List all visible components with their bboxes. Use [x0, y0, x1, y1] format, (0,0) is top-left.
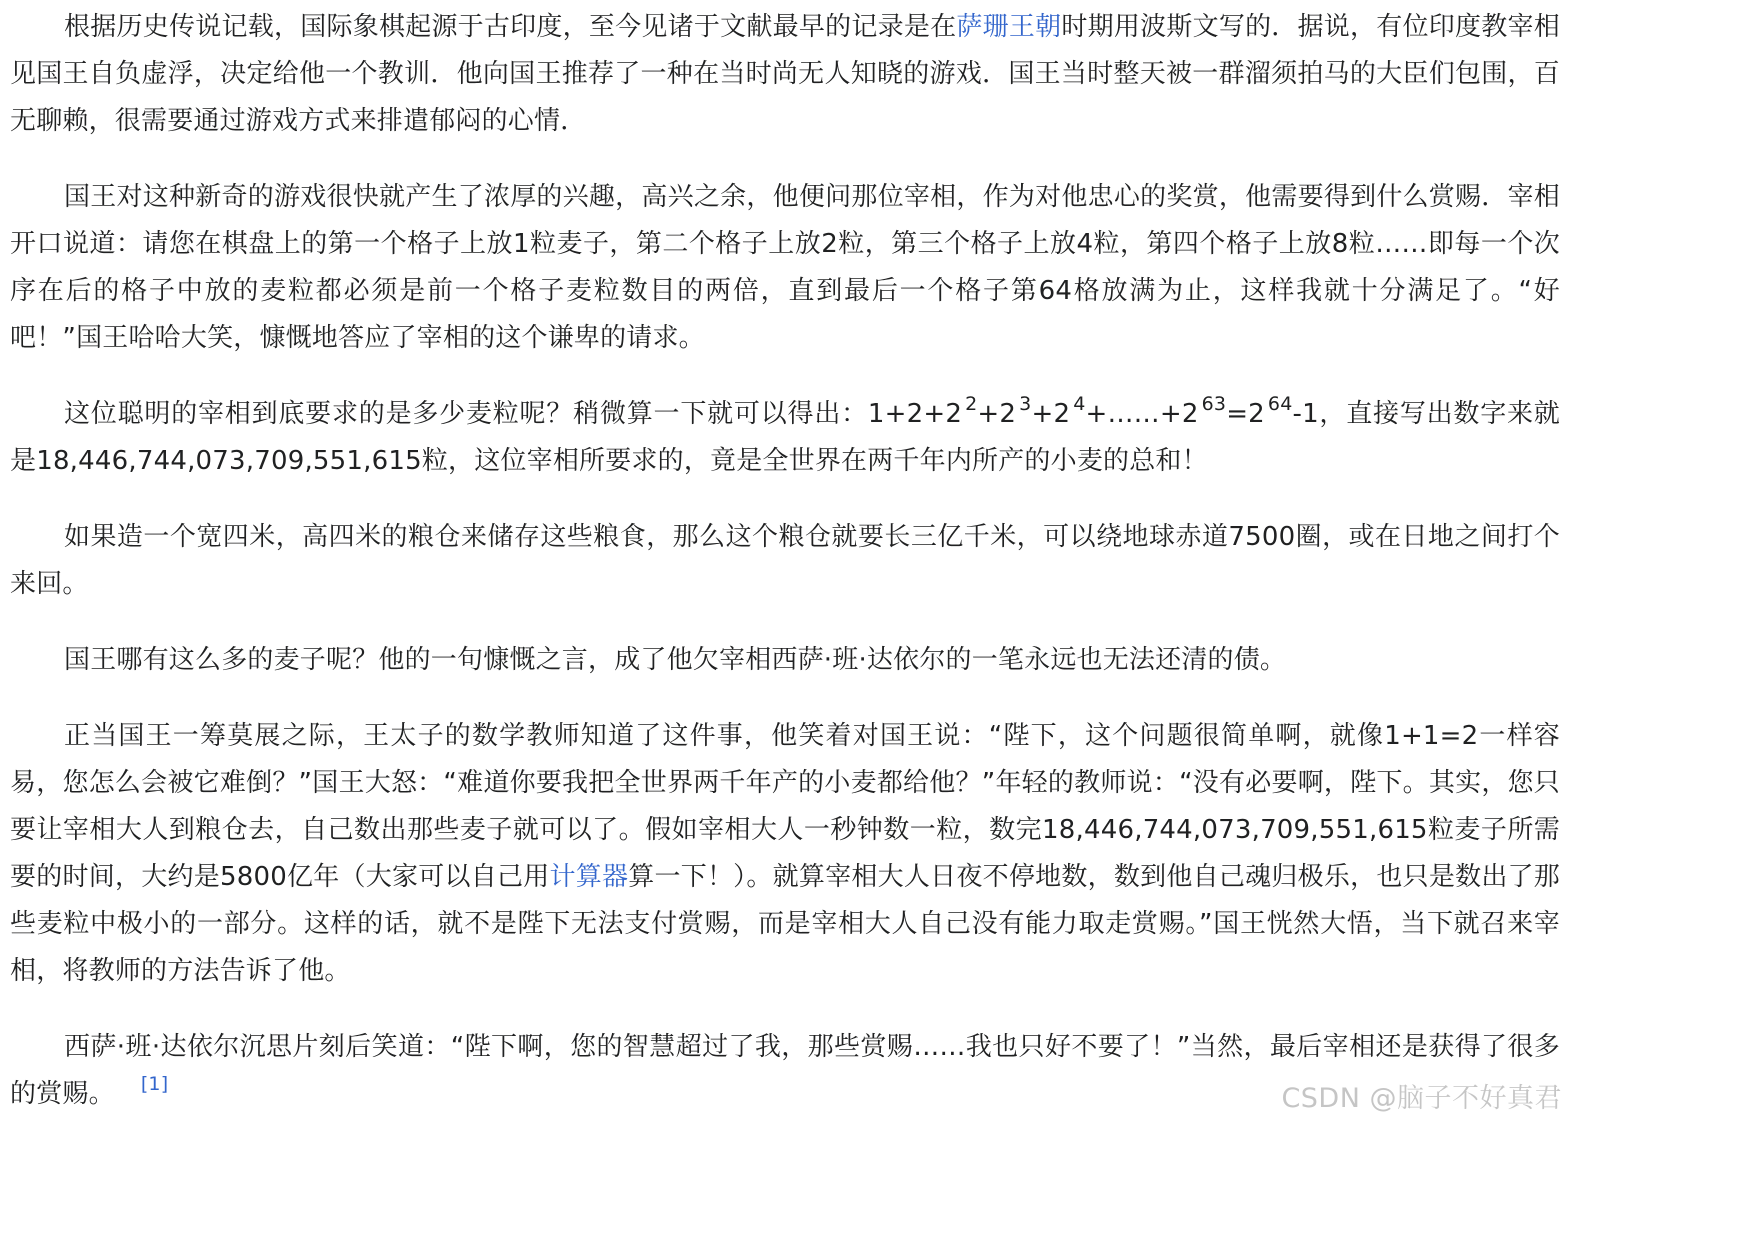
link-sassanid-dynasty[interactable]: 萨珊王朝 [956, 12, 1062, 42]
formula-text: =2 [1226, 399, 1265, 429]
paragraph-teacher [10, 713, 1560, 995]
paragraph-debt [10, 637, 1560, 684]
formula-text: +2 [1031, 399, 1071, 429]
paragraph-calculation [10, 391, 1560, 485]
paragraph-text: 国王哪有这么多的麦子呢？他的一句慷慨之言，成了他欠宰相西萨·班·达依尔的一笔永远也无法还清的债。 [64, 645, 1287, 675]
paragraph-origin [10, 4, 1560, 145]
paragraph-granary [10, 514, 1560, 608]
reference-superscript [141, 1073, 169, 1095]
paragraph-text: 国王对这种新奇的游戏很快就产生了浓厚的兴趣，高兴之余，他便问那位宰相，作为对他忠心的奖赏，他需要得到什么赏赐．宰相开口说道：请您在棋盘上的第一个格子上放1粒麦子，第二个格子上放2粒，第三个格子上放4粒，第四个格子上放8粒……即每一个次序在后的格子中放的麦粒都必须是前一个格子麦粒数目的两倍，直到最后一个格子第64格放满为止，这样我就十分满足了。“好吧！”国王哈哈大笑，慷慨地答应了宰相的这个谦卑的请求。 [10, 182, 1560, 353]
paragraph-reward-request [10, 174, 1560, 362]
paragraph-text: 算一下！）。就算宰相大人日夜不停地数，数到他自己魂归极乐，也只是数出了那些麦粒中极小的一部分。这样的话，就不是陛下无法支付赏赐，而是宰相大人自己没有能力取走赏赐。”国王恍然大悟，当下就召来宰相，将教师的方法告诉了他。 [10, 862, 1561, 986]
paragraph-text: 根据历史传说记载，国际象棋起源于古印度，至今见诸于文献最早的记录是在 [64, 12, 957, 42]
exponent: 63 [1201, 393, 1227, 416]
csdn-watermark: CSDN @脑子不好真君 [1281, 1083, 1562, 1114]
reference-link[interactable]: [1] [140, 1073, 169, 1096]
paragraph-text: 时期用波斯文写的．据说，有位印度教宰相见国王自负虚浮，决定给他一个教训．他向国王推荐了一种在当时尚无人知晓的游戏．国王当时整天被一群溜须拍马的大臣们包围，百无聊赖，很需要通过游戏方式来排遣郁闷的心情． [10, 12, 1560, 136]
exponent: 3 [1019, 393, 1032, 416]
exponent: 4 [1073, 393, 1086, 416]
formula-text: +2 [977, 399, 1017, 429]
paragraph-ending [10, 1024, 1560, 1118]
paragraph-text: -1，直接写出数字来就是18,446,744,073,709,551,615粒，这位宰相所要求的，竟是全世界在两千年内所产的小麦的总和！ [10, 399, 1561, 476]
paragraph-text: 正当国王一筹莫展之际，王太子的数学教师知道了这件事，他笑着对国王说：“陛下，这个问题很简单啊，就像1+1=2一样容易，您怎么会被它难倒？”国王大怒：“难道你要我把全世界两千年产的小麦都给他？”年轻的教师说：“没有必要啊，陛下。其实，您只要让宰相大人到粮仓去，自己数出那些麦子就可以了。假如宰相大人一秒钟数一粒，数完18,446,744,073,709,551,615粒麦子所需要的时间，大约是5800亿年（大家可以自己用 [10, 721, 1560, 892]
paragraph-text: 西萨·班·达依尔沉思片刻后笑道：“陛下啊，您的智慧超过了我，那些赏赐……我也只好不要了！”当然，最后宰相还是获得了很多的赏赐。 [10, 1032, 1560, 1109]
exponent: 64 [1267, 393, 1293, 416]
formula-text: 这位聪明的宰相到底要求的是多少麦粒呢？稍微算一下就可以得出：1+2+2 [64, 399, 963, 429]
link-calculator[interactable]: 计算器 [549, 862, 629, 892]
paragraph-text: 如果造一个宽四米，高四米的粮仓来储存这些粮食，那么这个粮仓就要长三亿千米，可以绕地球赤道7500圈，或在日地之间打个来回。 [10, 522, 1560, 599]
article-body [10, 4, 1560, 1147]
formula-text: +……+2 [1085, 399, 1199, 429]
exponent: 2 [965, 393, 978, 416]
